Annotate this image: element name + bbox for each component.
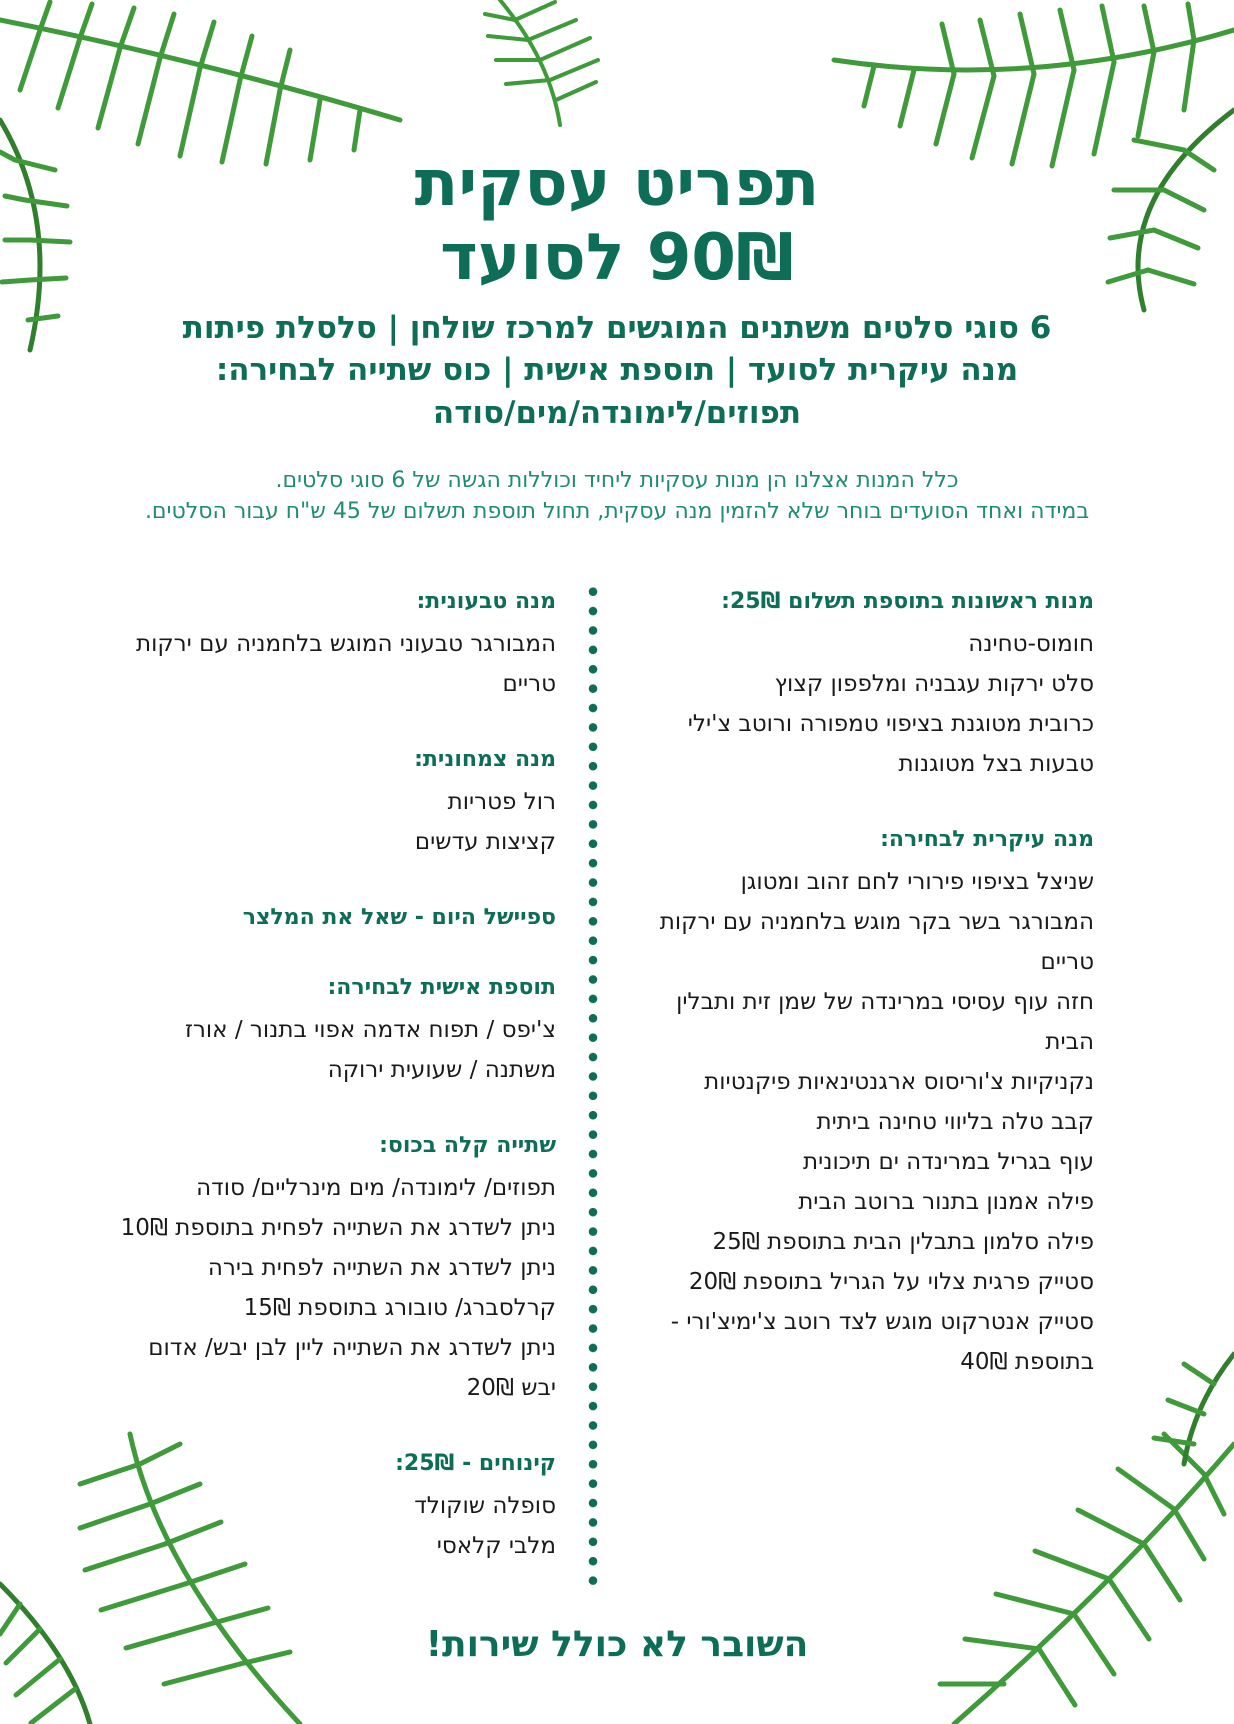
service-not-included-note: השובר לא כולל שירות! xyxy=(425,1624,809,1665)
palm-leaf-top-center xyxy=(470,0,670,130)
page-title: תפריט עסקית xyxy=(414,147,820,221)
vegan-item: טריים xyxy=(502,671,556,697)
main-item: שניצל בציפוי פירורי לחם זהוב ומטוגן xyxy=(740,869,1094,895)
special-title: ספיישל היום - שאל את המלצר xyxy=(242,905,556,930)
note-line-1: כלל המנות אצלנו הן מנות עסקיות ליחיד וכוללות הגשה של 6 סוגי סלטים. xyxy=(275,468,959,493)
starters-title: מנות ראשונות בתוספת תשלום 25₪: xyxy=(721,589,1094,614)
dessert-item: מלבי קלאסי xyxy=(436,1533,556,1559)
side-item: משתנה / שעועית ירוקה xyxy=(327,1057,556,1083)
main-item: פילה אמנון בתנור ברוטב הבית xyxy=(798,1189,1094,1215)
package-line-2: מנה עיקרית לסועד | תוספת אישית | כוס שתייה לבחירה: xyxy=(215,352,1019,388)
side-item: צ'יפס / תפוח אדמה אפוי בתנור / אורז xyxy=(184,1017,556,1043)
drink-item: ניתן לשדרג את השתייה ליין לבן יבש/ אדום xyxy=(148,1335,556,1361)
starter-item: סלט ירקות עגבניה ומלפפון קצוץ xyxy=(774,671,1094,697)
starter-item: כרובית מטוגנת בציפוי טמפורה ורוטב צ'ילי xyxy=(687,711,1094,737)
dessert-item: סופלה שוקולד xyxy=(414,1493,556,1519)
main-item: קבב טלה בליווי טחינה ביתית xyxy=(816,1109,1094,1135)
drink-item: תפוזים/ לימונדה/ מים מינרליים/ סודה xyxy=(196,1175,556,1201)
mains-title: מנה עיקרית לבחירה: xyxy=(880,827,1094,852)
palm-leaf-bottom-right xyxy=(854,1344,1234,1724)
main-item: פילה סלמון בתבלין הבית בתוספת 25₪ xyxy=(712,1229,1094,1255)
menu-column-left xyxy=(76,586,556,1566)
vegan-title: מנה טבעונית: xyxy=(416,589,556,614)
main-item: נקניקיות צ'וריסוס ארגנטינאיות פיקנטיות xyxy=(704,1069,1094,1095)
main-item: הבית xyxy=(1045,1029,1094,1055)
package-line-1: 6 סוגי סלטים משתנים המוגשים למרכז שולחן | סלסלת פיתות xyxy=(182,310,1052,346)
menu-column-right xyxy=(624,586,1094,1382)
vegetarian-item: קציצות עדשים xyxy=(414,829,556,855)
dotted-divider xyxy=(587,582,599,1594)
main-item: חזה עוף עסיסי במרינדה של שמן זית ותבלין xyxy=(676,989,1094,1015)
drink-item: ניתן לשדרג את השתייה לפחית בתוספת 10₪ xyxy=(120,1215,556,1241)
main-item: עוף בגריל במרינדה ים תיכונית xyxy=(803,1149,1094,1175)
main-item: בתוספת 40₪ xyxy=(960,1349,1094,1375)
vegetarian-item: רול פטריות xyxy=(447,789,556,815)
vegetarian-title: מנה צמחונית: xyxy=(414,747,556,772)
side-title: תוספת אישית לבחירה: xyxy=(327,975,556,1000)
main-item: סטייק פרגית צלוי על הגריל בתוספת 20₪ xyxy=(688,1269,1094,1295)
drink-item: קרלסברג/ טובורג בתוספת 15₪ xyxy=(243,1295,556,1321)
drink-item: יבש 20₪ xyxy=(466,1375,556,1401)
vegan-item: המבורגר טבעוני המוגש בלחמניה עם ירקות xyxy=(135,631,556,657)
drink-item: ניתן לשדרג את השתייה לפחית בירה xyxy=(207,1255,556,1281)
package-line-3: תפוזים/לימונדה/מים/סודה xyxy=(432,395,802,431)
main-item: טריים xyxy=(1040,949,1094,975)
main-item: סטייק אנטרקוט מוגש לצד רוטב צ'ימיצ'ורי - xyxy=(670,1309,1094,1335)
main-item: המבורגר בשר בקר מוגש בלחמניה עם ירקות xyxy=(659,909,1094,935)
price-per-diner: 90₪ לסועד xyxy=(440,221,794,295)
starter-item: חומוס-טחינה xyxy=(968,631,1094,657)
drinks-title: שתייה קלה בכוס: xyxy=(379,1133,556,1158)
starter-item: טבעות בצל מטוגנות xyxy=(898,751,1094,777)
desserts-title: קינוחים - 25₪: xyxy=(395,1451,556,1476)
note-line-2: במידה ואחד הסועדים בוחר שלא להזמין מנה עסקית, תחול תוספת תשלום של 45 ש"ח עבור הסלטים. xyxy=(144,499,1090,524)
